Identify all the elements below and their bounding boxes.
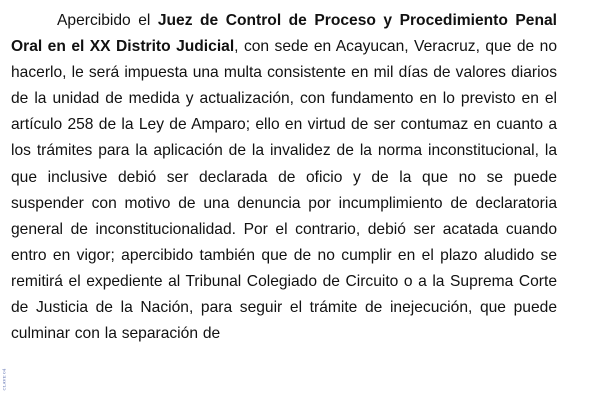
margin-stamp-text: CLAVE 04 (1, 368, 7, 391)
court-name: Juez de Control de Proceso y Procedimiento Penal Oral en el XX Distrito Judicial (11, 12, 558, 56)
paragraph-intro: Apercibido el (57, 12, 158, 29)
body-paragraph (11, 8, 557, 347)
margin-stamp (0, 355, 7, 393)
paragraph-body: , con sede en Acayucan, Veracruz, que de no hacerlo, le será impuesta una multa consistente en mil días de valores diarios de la unidad de medida y actualización, con fundamento en lo previsto en el artículo 258 de la Ley de Amparo; ello en virtud de ser contumaz en cuanto a los trámites para la aplicación de la invalidez de la norma inconstitucional, la que inclusive debió ser declarada de oficio y de la que no se puede suspender con motivo de una denuncia por incumplimiento de declaratoria general de inconstitucionalidad. Por el contrario, debió ser acatada cuando entro en vigor; apercibido también que de no cumplir en el plazo aludido se remitirá el expediente al Tribunal Colegiado de Circuito o a la Suprema Corte de Justicia de la Nación, para seguir el trámite de inejecución, que puede culminar con la separación de (11, 38, 557, 343)
